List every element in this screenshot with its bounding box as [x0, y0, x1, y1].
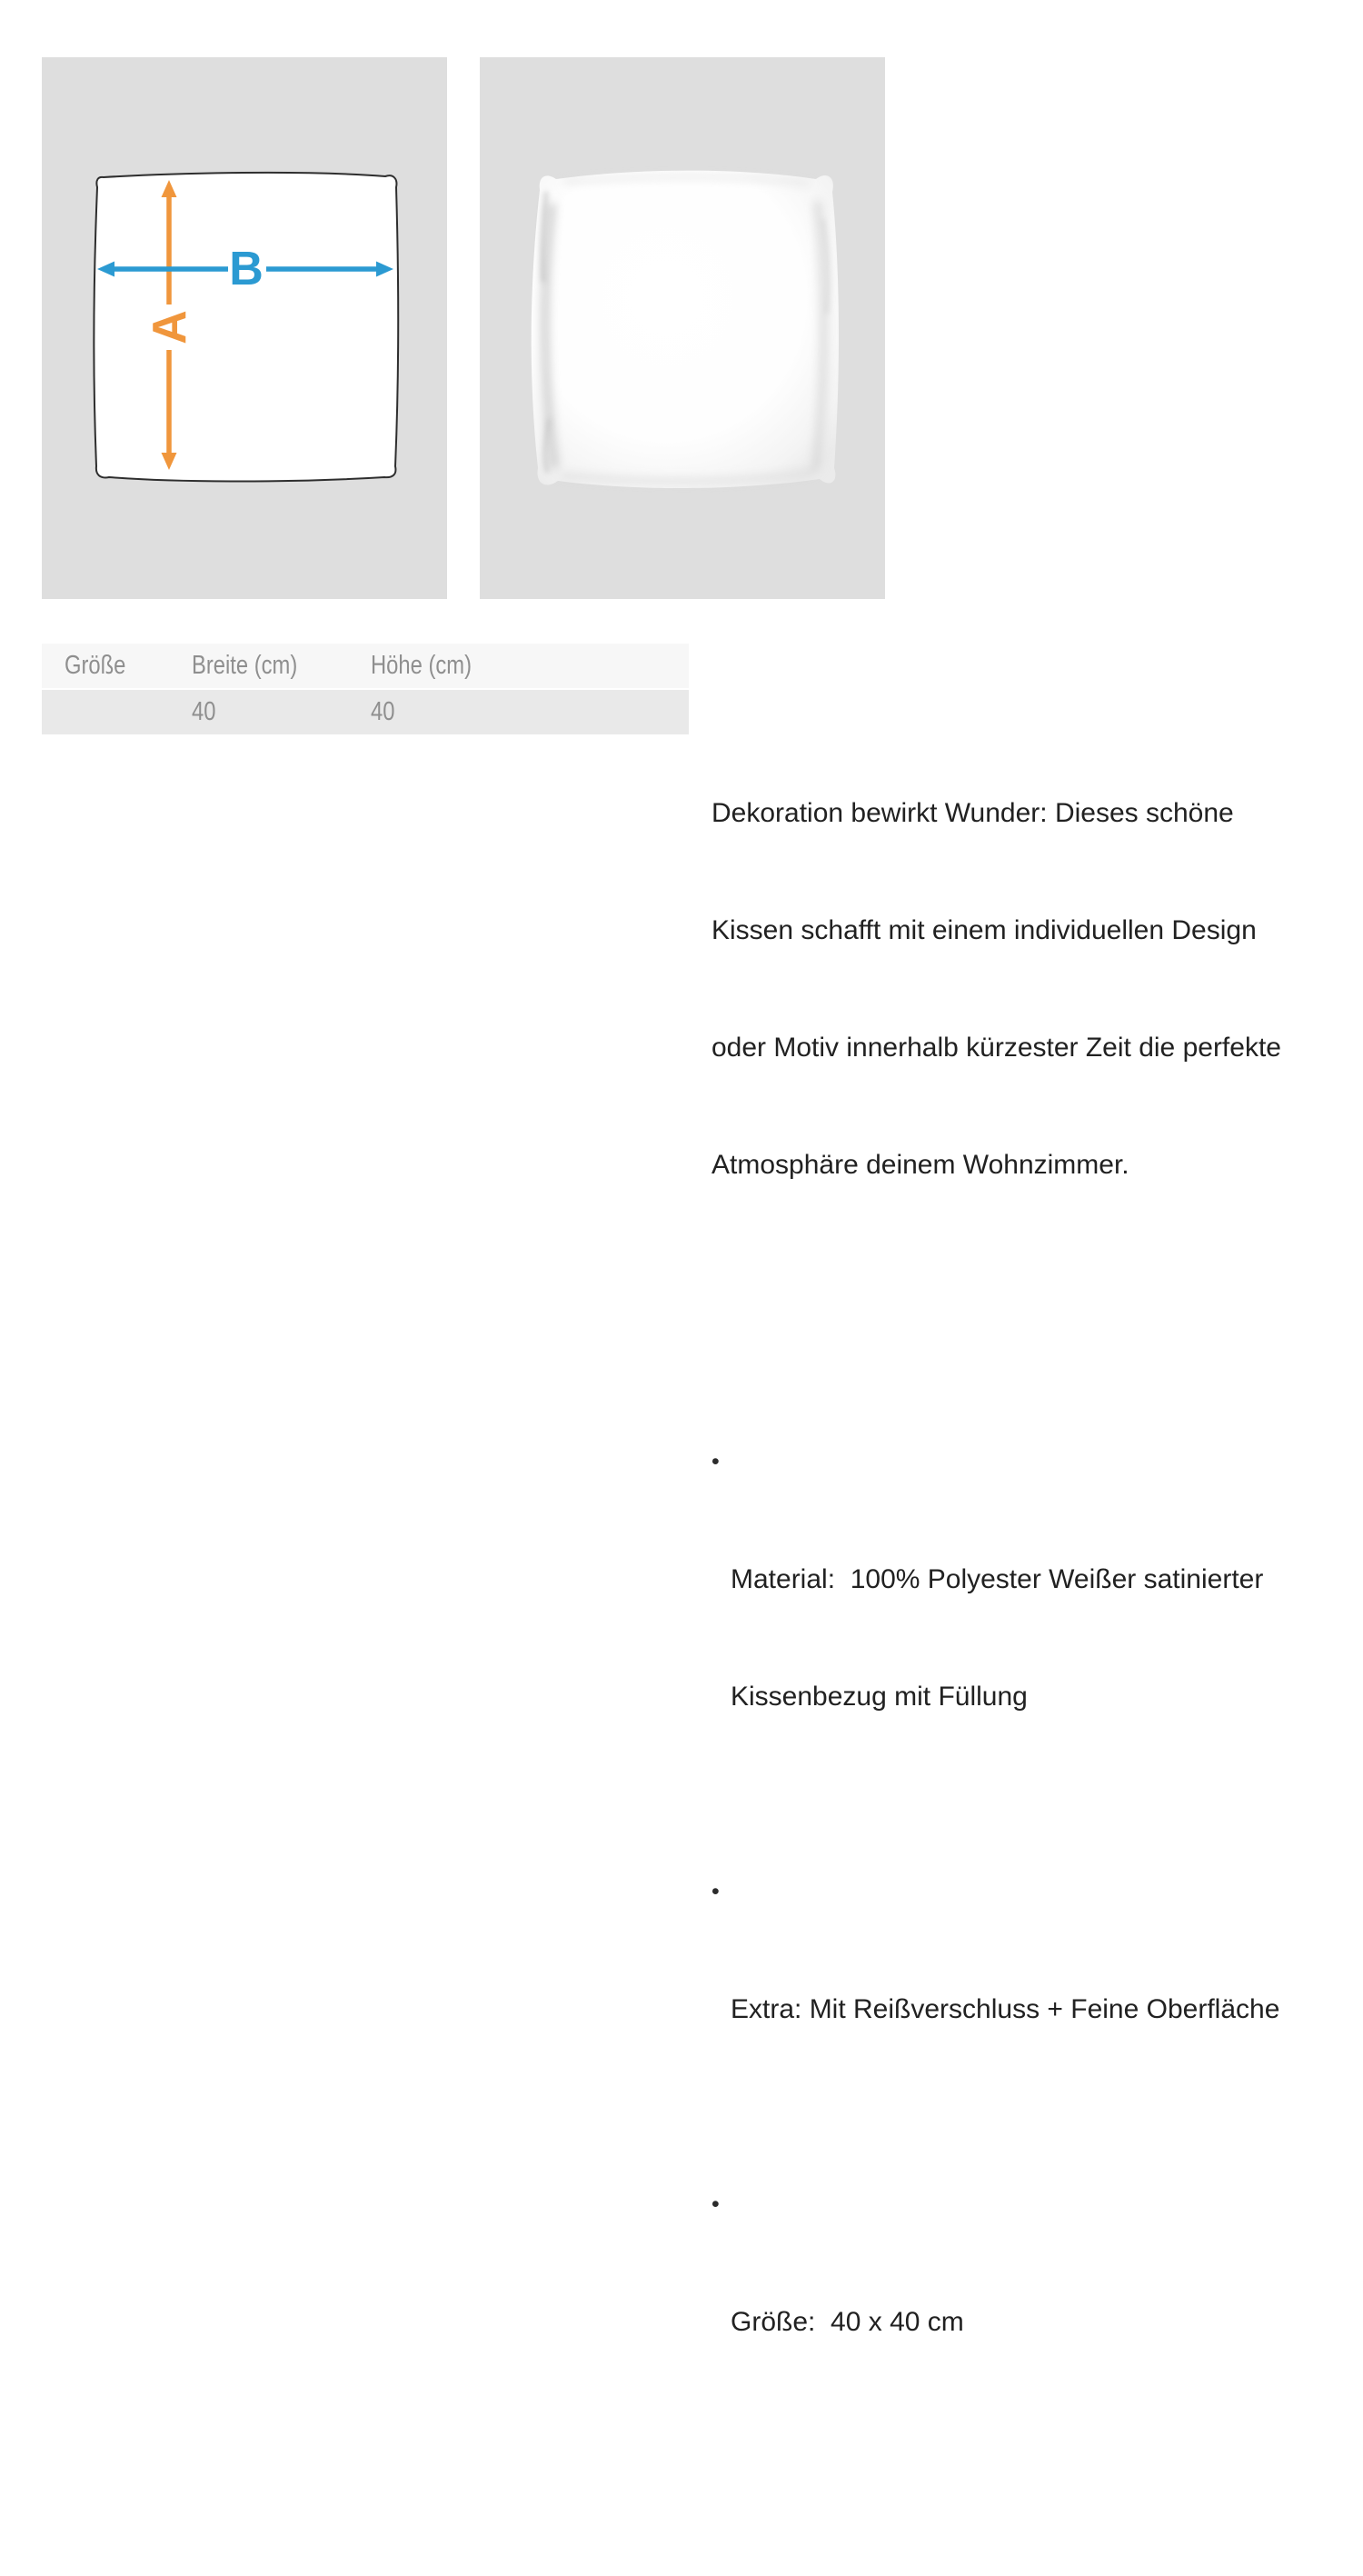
feature-list: [711, 1364, 1363, 2498]
description-paragraph: [711, 715, 1363, 1263]
height-label: A: [144, 310, 196, 344]
feature-item-material: [711, 1443, 1363, 1794]
pillow-dimension-diagram: [42, 57, 447, 598]
pillow-photo-image: [480, 57, 885, 598]
description-line: Atmosphäre deinem Wohnzimmer.: [711, 1150, 1129, 1180]
size-table-header-hoehe: Höhe (cm): [371, 651, 472, 680]
size-table-row: [42, 688, 689, 734]
product-description: [711, 637, 1363, 2576]
bullet-icon: •: [711, 2192, 720, 2217]
width-label: B: [229, 243, 264, 295]
description-line: Dekoration bewirkt Wunder: Dieses schöne: [711, 798, 1234, 828]
size-table-cell-groesse: [42, 697, 169, 727]
size-table-cell-breite: 40: [192, 697, 216, 726]
description-line: oder Motiv innerhalb kürzester Zeit die perfekte: [711, 1033, 1281, 1063]
feature-line: Material: 100% Polyester Weißer satinierter: [731, 1564, 1264, 1594]
feature-item-groesse: [711, 2185, 1363, 2420]
size-table-cell-hoehe: 40: [371, 697, 395, 726]
bullet-icon: •: [711, 1449, 720, 1474]
size-table: [42, 644, 689, 734]
feature-line: Extra: Mit Reißverschluss + Feine Oberfläche: [731, 1994, 1280, 2024]
description-line: Kissen schafft mit einem individuellen Design: [711, 915, 1257, 945]
size-table-header-breite: Breite (cm): [192, 651, 298, 680]
size-table-header-groesse: Größe: [65, 651, 126, 680]
feature-line: Kissenbezug mit Füllung: [731, 1682, 1028, 1712]
pillow-outline: [94, 173, 398, 482]
feature-line: Größe: 40 x 40 cm: [731, 2307, 964, 2337]
bullet-icon: •: [711, 1879, 720, 1904]
product-photo-panel: [480, 57, 885, 599]
pillow-shape: [532, 171, 839, 488]
size-table-header-row: [42, 644, 689, 688]
dimension-diagram-panel: [42, 57, 447, 599]
feature-item-extra: [711, 1872, 1363, 2107]
